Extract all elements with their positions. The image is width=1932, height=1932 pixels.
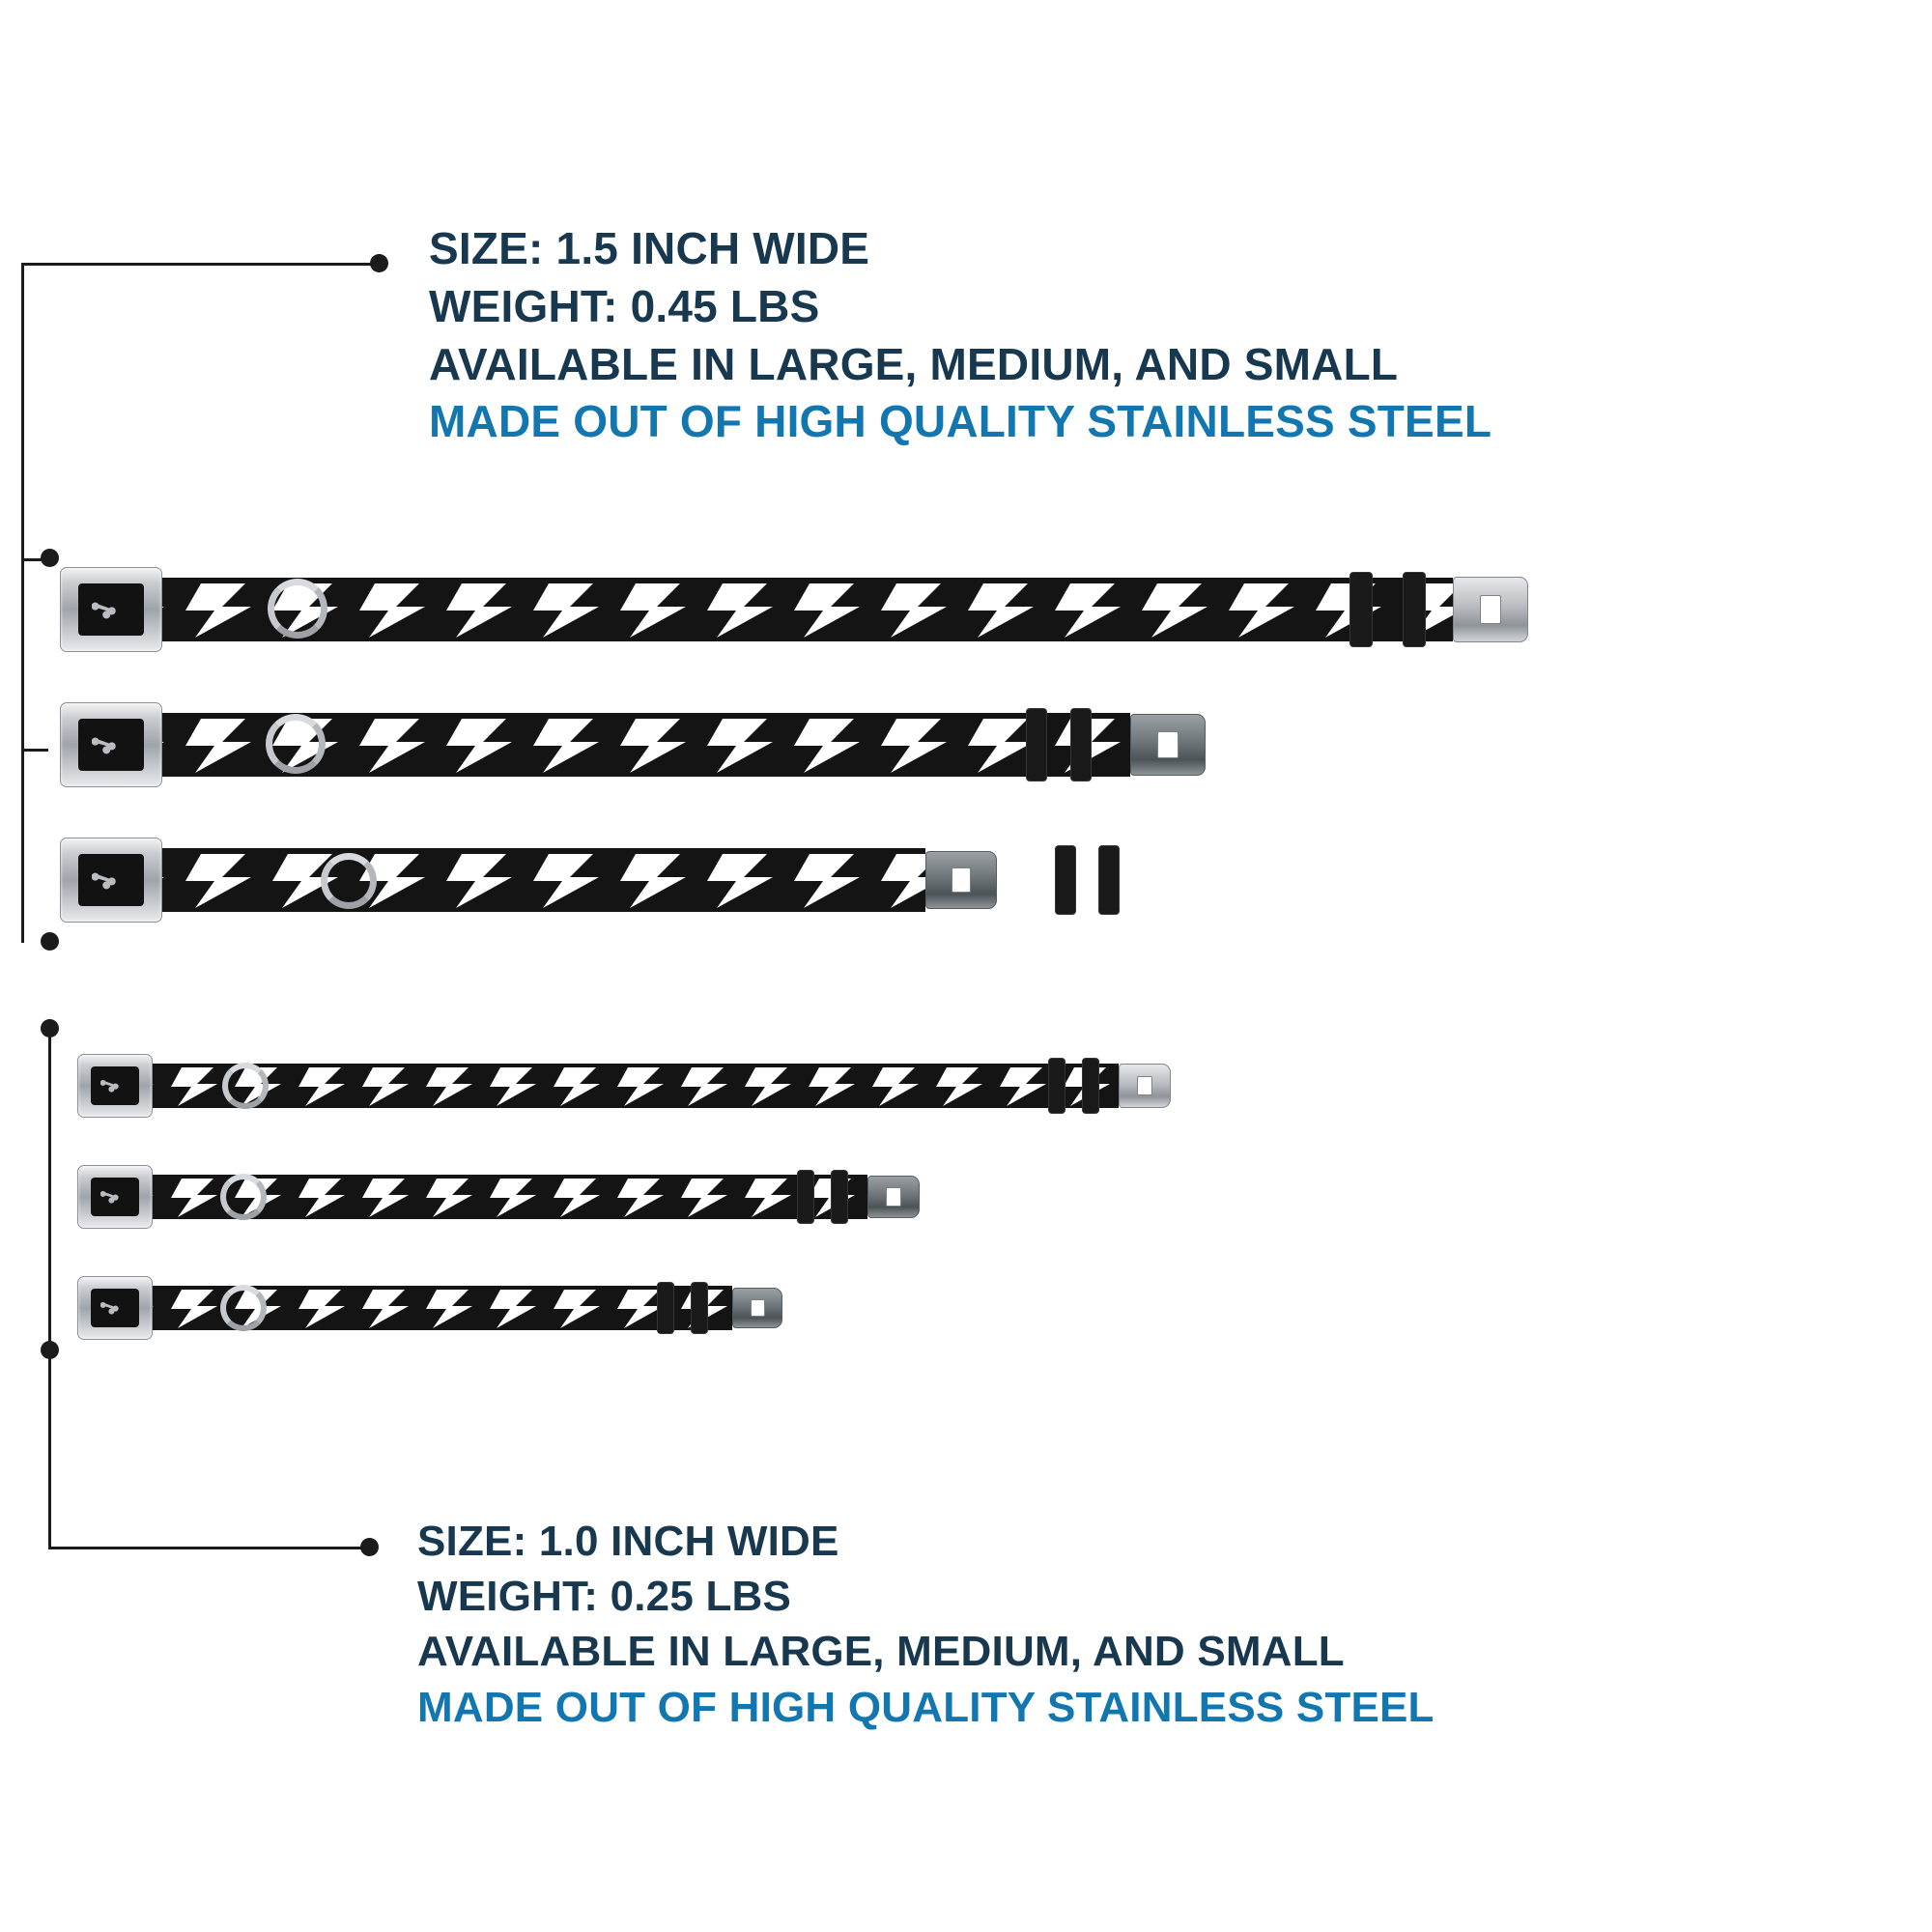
collar-webbing [162,848,925,912]
bone-icon [92,735,130,754]
seatbelt-buckle[interactable] [77,1054,153,1118]
tongue-hole [1157,731,1179,758]
buckle-face [78,583,145,635]
collar-webbing [153,1064,1119,1108]
spec-availability-wide: AVAILABLE IN LARGE, MEDIUM, AND SMALL [429,338,1399,389]
d-ring[interactable] [220,1174,267,1220]
lightning-bolt-pattern [162,848,925,912]
bone-icon [100,1078,129,1093]
buckle-face [78,719,145,770]
collar-webbing [162,578,1453,641]
adjuster-slider[interactable] [831,1170,848,1224]
tongue-hole [751,1299,765,1318]
leader-branch-top-small [21,749,48,752]
seatbelt-buckle[interactable] [60,702,162,787]
spec-block-wide [429,220,1492,451]
adjuster-slider[interactable] [691,1282,708,1334]
d-ring[interactable] [321,853,377,909]
d-ring[interactable] [222,1063,269,1109]
spec-weight-narrow: WEIGHT: 0.25 LBS [417,1573,792,1621]
metal-tongue[interactable] [1130,714,1206,776]
spec-size-wide: SIZE: 1.5 INCH WIDE [429,223,870,273]
metal-tongue[interactable] [925,851,997,909]
adjuster-slider[interactable] [797,1170,814,1224]
tongue-hole [1480,595,1501,624]
spec-size-narrow: SIZE: 1.0 INCH WIDE [417,1518,839,1565]
spec-block-narrow [417,1514,1435,1735]
adjuster-slider[interactable] [1350,572,1373,647]
collar-wide-large[interactable] [60,565,1528,654]
metal-tongue[interactable] [867,1176,920,1218]
d-ring[interactable] [266,714,326,774]
spec-material-wide: MADE OUT OF HIGH QUALITY STAINLESS STEEL [429,396,1492,447]
spec-material-narrow: MADE OUT OF HIGH QUALITY STAINLESS STEEL [417,1683,1435,1731]
buckle-face [91,1066,139,1105]
adjuster-slider[interactable] [657,1282,674,1334]
metal-tongue[interactable] [1119,1064,1171,1108]
bone-icon [100,1300,129,1315]
collar-narrow-medium[interactable] [77,1162,920,1232]
seatbelt-buckle[interactable] [77,1165,153,1229]
spec-weight-wide: WEIGHT: 0.45 LBS [429,280,820,331]
leader-line-bottom-horizontal [48,1547,367,1549]
buckle-face [91,1178,139,1216]
leader-dot-top-small [41,932,59,951]
seatbelt-buckle[interactable] [60,567,162,652]
adjuster-slider[interactable] [1055,845,1076,915]
d-ring[interactable] [220,1285,267,1331]
collar-wide-medium[interactable] [60,700,1206,789]
lightning-bolt-pattern [162,578,1453,641]
adjuster-slider[interactable] [1026,708,1047,781]
metal-tongue[interactable] [732,1288,782,1328]
buckle-face [91,1289,139,1327]
buckle-face [78,854,145,905]
tongue-hole [1137,1076,1152,1095]
metal-tongue[interactable] [1453,577,1528,642]
lightning-bolt-pattern [153,1064,1119,1108]
leader-dot-bottom-text [360,1538,379,1556]
bone-icon [92,600,130,619]
collar-narrow-small[interactable] [77,1273,782,1343]
collar-narrow-large[interactable] [77,1051,1171,1121]
bone-icon [92,870,130,890]
adjuster-slider[interactable] [1070,708,1092,781]
leader-dot-top-text [370,254,388,272]
collar-wide-small[interactable] [60,836,997,924]
bone-icon [100,1189,129,1204]
leader-line-top-horizontal [21,263,379,266]
leader-line-top-vertical-lower [21,558,24,943]
leader-dot-top-large [41,549,59,567]
adjuster-slider[interactable] [1403,572,1426,647]
d-ring[interactable] [268,579,327,639]
tongue-hole [952,867,972,893]
adjuster-slider[interactable] [1082,1058,1099,1114]
leader-line-bottom-vertical [48,1028,51,1549]
seatbelt-buckle[interactable] [77,1276,153,1340]
adjuster-slider[interactable] [1048,1058,1065,1114]
tongue-hole [886,1187,901,1207]
seatbelt-buckle[interactable] [60,838,162,923]
spec-availability-narrow: AVAILABLE IN LARGE, MEDIUM, AND SMALL [417,1628,1345,1676]
adjuster-slider[interactable] [1098,845,1120,915]
